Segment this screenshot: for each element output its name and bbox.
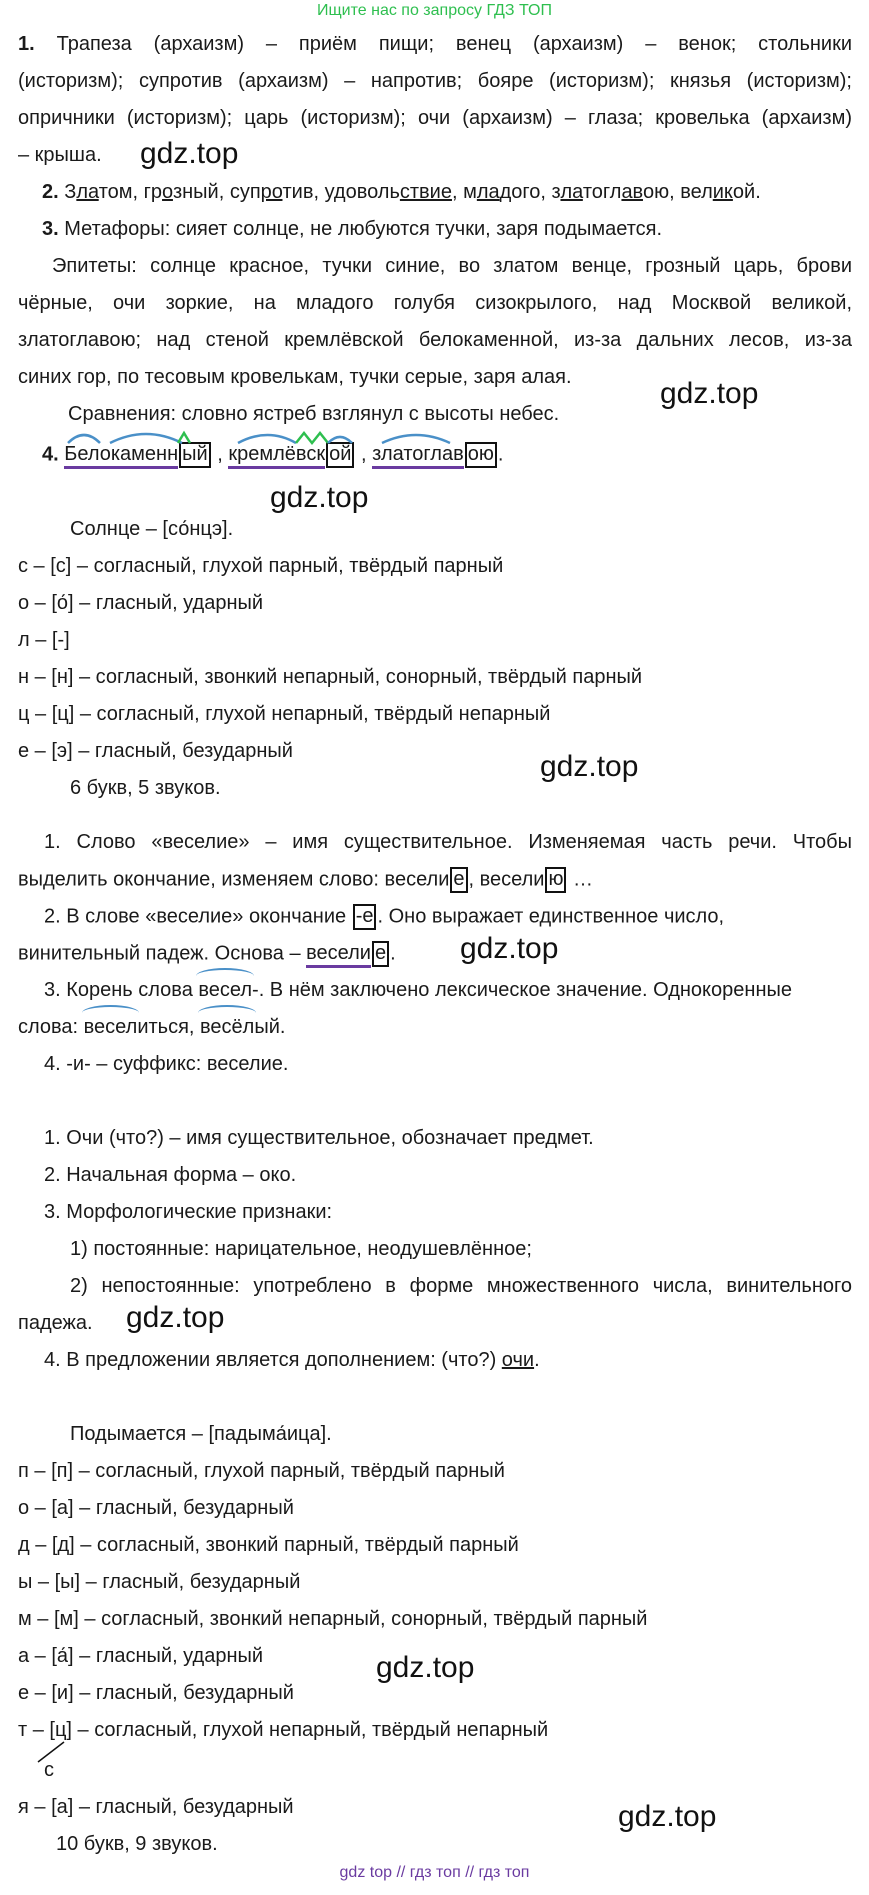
s2-underline: ствие bbox=[399, 181, 452, 203]
ending-box: ою bbox=[465, 442, 497, 468]
s3-line-metaphors bbox=[42, 217, 662, 241]
s4-number: 4. bbox=[42, 443, 59, 466]
watermark: gdz.top bbox=[540, 750, 639, 783]
phon1-count: 6 букв, 5 звуков. bbox=[70, 777, 221, 799]
phon2-row: м – [м] – согласный, звонкий непарный, сонорный, твёрдый парный bbox=[18, 1608, 648, 1630]
morph-line-5 bbox=[44, 978, 792, 1002]
morph-line-4 bbox=[18, 941, 396, 967]
root-arc bbox=[238, 435, 296, 443]
s3-number: 3. bbox=[42, 218, 59, 240]
ending-box: -е bbox=[353, 904, 377, 930]
s2-line bbox=[42, 180, 761, 204]
s4-word-1: Белокаменн bbox=[64, 443, 178, 469]
suffix-caret bbox=[296, 433, 328, 443]
morph-text: . Оно выражает единственное число, bbox=[377, 905, 725, 928]
phon2-row: д – [д] – согласный, звонкий парный, твёрдый парный bbox=[18, 1534, 519, 1556]
s1-text-1: Трапеза (архаизм) – приём пищи; венец (архаизм) – венок; стольники bbox=[56, 33, 853, 55]
watermark: gdz.top bbox=[270, 481, 369, 514]
noun-line-4: 1) постоянные: нарицательное, неодушевлённое; bbox=[70, 1238, 532, 1260]
s2-underline: ла bbox=[76, 181, 99, 203]
ending-box: ю bbox=[545, 867, 566, 893]
s2-number: 2. bbox=[42, 181, 59, 203]
ending-box: ой bbox=[326, 442, 354, 468]
s2-word: гр bbox=[143, 181, 163, 203]
noun-line-2: 2. Начальная форма – око. bbox=[44, 1164, 297, 1186]
noun-line-5: 2) непостоянные: употреблено в форме множественного числа, винительного bbox=[70, 1275, 852, 1297]
s2-word: , bbox=[451, 181, 464, 203]
s4-word-3: златоглав bbox=[372, 443, 464, 469]
root-arc bbox=[328, 437, 352, 443]
ending-box: ый bbox=[179, 442, 211, 468]
s3-epithets-2: чёрные, очи зоркие, на младого голубя сизокрылого, над Москвой великой, bbox=[18, 292, 852, 314]
morph-line-2 bbox=[18, 867, 593, 893]
phon1-row: о – [о́] – гласный, ударный bbox=[18, 592, 264, 614]
noun-line-1: 1. Очи (что?) – имя существительное, обозначает предмет. bbox=[44, 1127, 594, 1149]
watermark: gdz.top bbox=[460, 932, 559, 965]
s3-metaphors: Метафоры: сияет солнце, не любуются тучки, заря подымается. bbox=[64, 218, 663, 240]
root-arc bbox=[110, 434, 182, 443]
object-underline: очи bbox=[501, 1349, 535, 1371]
s1-line-1 bbox=[18, 32, 852, 56]
phon1-row: л – [-] bbox=[18, 629, 70, 651]
s4-end: . bbox=[497, 443, 504, 466]
noun-text: 4. В предложении является дополнением: (что?) bbox=[44, 1349, 502, 1371]
s2-underline: ав bbox=[621, 181, 643, 203]
s3-similes: Сравнения: словно ястреб взглянул с высоты небес. bbox=[68, 403, 560, 425]
s4-sep: , bbox=[360, 443, 367, 466]
phon2-title: Подымается – [падыма́ица]. bbox=[70, 1423, 332, 1445]
watermark: gdz.top bbox=[140, 137, 239, 170]
s2-word: з bbox=[551, 181, 561, 203]
morph-text: . bbox=[390, 942, 396, 965]
watermark: gdz.top bbox=[126, 1301, 225, 1334]
s2-word: м bbox=[463, 181, 477, 203]
phon1-row: е – [э] – гласный, безударный bbox=[18, 740, 293, 762]
s2-word: ою, bbox=[642, 181, 681, 203]
bracket-connector bbox=[34, 1740, 74, 1766]
s2-underline: ла bbox=[560, 181, 583, 203]
morph-text: слова: bbox=[18, 1016, 84, 1038]
s1-number: 1. bbox=[18, 33, 35, 55]
s2-word: вел bbox=[680, 181, 713, 203]
s3-epithets-1: Эпитеты: солнце красное, тучки синие, во златом венце, грозный царь, брови bbox=[52, 255, 852, 277]
s2-word: тив, bbox=[282, 181, 325, 203]
s2-underline: ро bbox=[260, 181, 283, 203]
phon1-row: н – [н] – согласный, звонкий непарный, сонорный, твёрдый парный bbox=[18, 666, 643, 688]
morph-text: … bbox=[567, 868, 593, 891]
s2-word: ой. bbox=[732, 181, 761, 203]
s4-sep: , bbox=[217, 443, 223, 466]
phon1-title: Солнце – [со́нцэ]. bbox=[70, 518, 234, 540]
ending-box: е bbox=[450, 867, 467, 893]
s2-word: зный, bbox=[172, 181, 230, 203]
phon2-last: я – [а] – гласный, безударный bbox=[18, 1796, 294, 1818]
s4-word-2: кремлёвск bbox=[228, 443, 325, 469]
s2-word: удоволь bbox=[324, 181, 400, 203]
s2-underline: ик bbox=[712, 181, 733, 203]
noun-line-3: 3. Морфологические признаки: bbox=[44, 1201, 333, 1223]
watermark: gdz.top bbox=[618, 1800, 717, 1833]
root-mark: весёл bbox=[200, 1016, 255, 1038]
s1-line-4: – крыша. bbox=[18, 144, 102, 166]
root-arc bbox=[68, 435, 100, 443]
morph-text: 2. В слове «веселие» окончание bbox=[44, 905, 352, 928]
s2-word: суп bbox=[229, 181, 261, 203]
noun-line-7 bbox=[44, 1348, 540, 1372]
morph-text: 3. Корень слова bbox=[44, 979, 199, 1001]
phon2-row: п – [п] – согласный, глухой парный, твёрдый парный bbox=[18, 1460, 505, 1482]
s1-line-2: (историзм); супротив (архаизм) – напротив; бояре (историзм); князья (историзм); bbox=[18, 70, 852, 92]
morph-text: -. В нём заключено лексическое значение. Однокоренные bbox=[252, 979, 792, 1001]
phon2-c-letter: с bbox=[44, 1759, 54, 1781]
phon2-row: а – [а́] – гласный, ударный bbox=[18, 1645, 264, 1667]
stem-underline: весели bbox=[306, 942, 371, 968]
s1-line-3: опричники (историзм); царь (историзм); очи (архаизм) – глаза; кровелька (архаизм) bbox=[18, 107, 852, 129]
morpheme-marks bbox=[60, 425, 500, 447]
morph-line-3 bbox=[44, 904, 724, 930]
search-banner[interactable]: Ищите нас по запросу ГДЗ ТОП bbox=[317, 2, 552, 19]
watermark: gdz.top bbox=[376, 1651, 475, 1684]
s2-word: З bbox=[64, 181, 77, 203]
s2-underline: о bbox=[162, 181, 173, 203]
phon2-row: е – [и] – гласный, безударный bbox=[18, 1682, 294, 1704]
morph-text: винительный падеж. Основа – bbox=[18, 942, 307, 965]
s2-word: дого, bbox=[499, 181, 552, 203]
ending-box: е bbox=[372, 941, 389, 967]
phon2-count: 10 букв, 9 звуков. bbox=[56, 1833, 218, 1855]
morph-text: иться, bbox=[137, 1016, 201, 1038]
noun-line-6: падежа. bbox=[18, 1312, 93, 1334]
morph-text: выделить окончание, изменяем слово: весели bbox=[18, 868, 450, 891]
phon2-row: ы – [ы] – гласный, безударный bbox=[18, 1571, 301, 1593]
morph-line-1: 1. Слово «веселие» – имя существительное. Изменяемая часть речи. Чтобы bbox=[44, 831, 852, 853]
phon2-row: о – [а] – гласный, безударный bbox=[18, 1497, 294, 1519]
s3-epithets-4: синих гор, по тесовым кровелькам, тучки серые, заря алая. bbox=[18, 366, 572, 388]
s2-word: тогл bbox=[582, 181, 622, 203]
s3-epithets-3: златоглавою; над стеной кремлёвской белокаменной, из-за дальних лесов, из-за bbox=[18, 329, 852, 351]
s2-word: том, bbox=[98, 181, 144, 203]
phon1-row: ц – [ц] – согласный, глухой непарный, твёрдый непарный bbox=[18, 703, 551, 725]
noun-text: . bbox=[534, 1349, 540, 1371]
morph-line-7: 4. -и- – суффикс: веселие. bbox=[44, 1053, 289, 1075]
root-mark: весел bbox=[198, 979, 253, 1001]
footer-links[interactable]: gdz top // гдз топ // гдз топ bbox=[339, 1864, 530, 1881]
watermark: gdz.top bbox=[660, 377, 759, 410]
root-arc bbox=[382, 435, 450, 443]
morph-text: , весели bbox=[468, 868, 545, 891]
morph-text: ый. bbox=[254, 1016, 286, 1038]
suffix-caret bbox=[178, 433, 190, 443]
phon1-row: с – [с] – согласный, глухой парный, твёрдый парный bbox=[18, 555, 504, 577]
root-mark: весел bbox=[83, 1016, 138, 1038]
s2-underline: ла bbox=[476, 181, 500, 203]
phon2-row: т – [ц] – согласный, глухой непарный, твёрдый непарный bbox=[18, 1719, 549, 1741]
morph-line-6 bbox=[18, 1015, 285, 1039]
